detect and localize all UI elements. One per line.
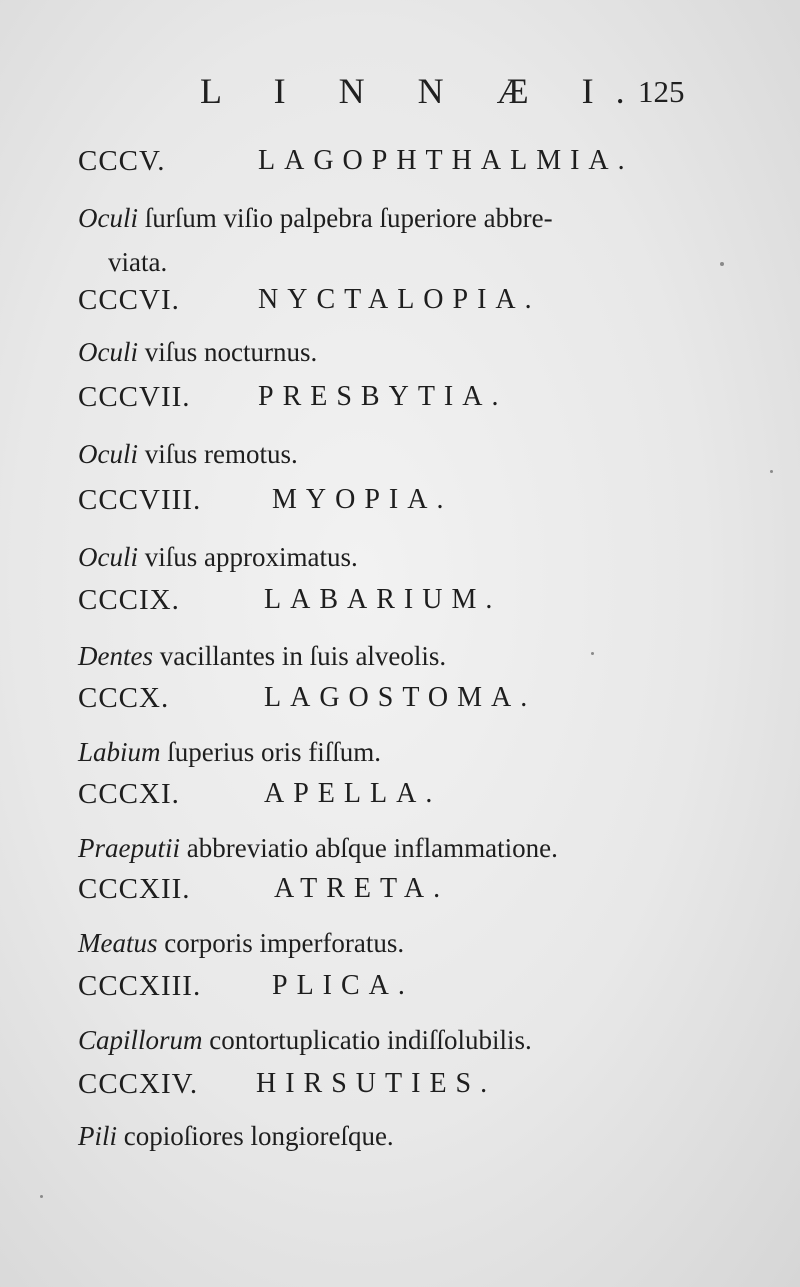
paper-speck [591, 652, 594, 655]
entry-heading [78, 873, 738, 913]
entry-numeral: CCCXIII. [78, 970, 202, 1002]
entry-heading [78, 381, 738, 421]
definition-text: vacillantes in ſuis alveolis. [152, 641, 447, 671]
definition-lead-word: Oculi [78, 439, 138, 469]
entry-numeral: CCCXIV. [78, 1068, 199, 1100]
definition-text: contortuplicatio indiſſolubilis. [202, 1025, 532, 1055]
running-head [0, 70, 800, 120]
entry-definition [78, 634, 718, 678]
entry-heading [78, 778, 738, 818]
entry-heading [78, 1068, 738, 1108]
entry-term: HIRSUTIES. [256, 1068, 497, 1099]
entry-numeral: CCCVIII. [78, 484, 202, 516]
entry-definition [78, 826, 718, 870]
entry-term: APELLA. [264, 778, 442, 809]
entry-numeral: CCCVII. [78, 381, 191, 413]
entry-term: NYCTALOPIA. [258, 284, 541, 315]
entry-definition [78, 1018, 718, 1062]
entry-definition [78, 730, 718, 774]
entry-definition [78, 1114, 718, 1158]
definition-lead-word: Dentes [78, 641, 153, 671]
entry-numeral: CCCIX. [78, 584, 180, 616]
entry-heading [78, 145, 738, 185]
entry-heading [78, 970, 738, 1010]
paper-speck [720, 262, 724, 266]
definition-lead-word: Oculi [78, 542, 138, 572]
entry-term: ATRETA. [274, 873, 450, 904]
entry-term: PLICA. [272, 970, 414, 1001]
entry-heading [78, 682, 738, 722]
entry-definition [78, 330, 718, 374]
paper-speck [770, 470, 773, 473]
entry-term: MYOPIA. [272, 484, 453, 515]
entry-heading [78, 284, 738, 324]
definition-lead-word: Oculi [78, 203, 138, 233]
entry-heading [78, 484, 738, 524]
entry-definition [78, 921, 718, 965]
definition-lead-word: Capillorum [78, 1025, 203, 1055]
entry-definition [78, 196, 718, 284]
definition-text: viſus nocturnus. [138, 337, 318, 367]
running-title: L I N N Æ I. [200, 71, 647, 111]
page-number: 125 [638, 74, 685, 109]
entry-term: LABARIUM. [264, 584, 502, 615]
definition-text: viſus approximatus. [138, 542, 358, 572]
entry-numeral: CCCXI. [78, 778, 180, 810]
entry-term: LAGOPHTHALMIA. [258, 145, 634, 176]
definition-text: corporis imperforatus. [157, 928, 405, 958]
definition-lead-word: Oculi [78, 337, 138, 367]
entry-term: LAGOSTOMA. [264, 682, 537, 713]
definition-lead-word: Meatus [78, 928, 158, 958]
definition-text: ſurſum viſio palpebra ſuperiore abbre- [138, 203, 553, 233]
entry-numeral: CCCV. [78, 145, 166, 177]
entry-definition [78, 535, 718, 579]
entry-definition [78, 432, 718, 476]
definition-text: ſuperius oris fiſſum. [160, 737, 382, 767]
paper-speck [40, 1195, 43, 1198]
definition-lead-word: Pili [78, 1121, 117, 1151]
definition-text: abbreviatio abſque inflammatione. [180, 833, 558, 863]
entry-heading [78, 584, 738, 624]
entry-numeral: CCCXII. [78, 873, 191, 905]
definition-lead-word: Labium [78, 737, 161, 767]
definition-lead-word: Praeputii [78, 833, 180, 863]
definition-text: viſus remotus. [138, 439, 298, 469]
entry-numeral: CCCVI. [78, 284, 180, 316]
entry-term: PRESBYTIA. [258, 381, 508, 412]
definition-text: copioſiores longioreſque. [117, 1121, 394, 1151]
entry-numeral: CCCX. [78, 682, 170, 714]
definition-continuation: viata. [108, 247, 168, 277]
